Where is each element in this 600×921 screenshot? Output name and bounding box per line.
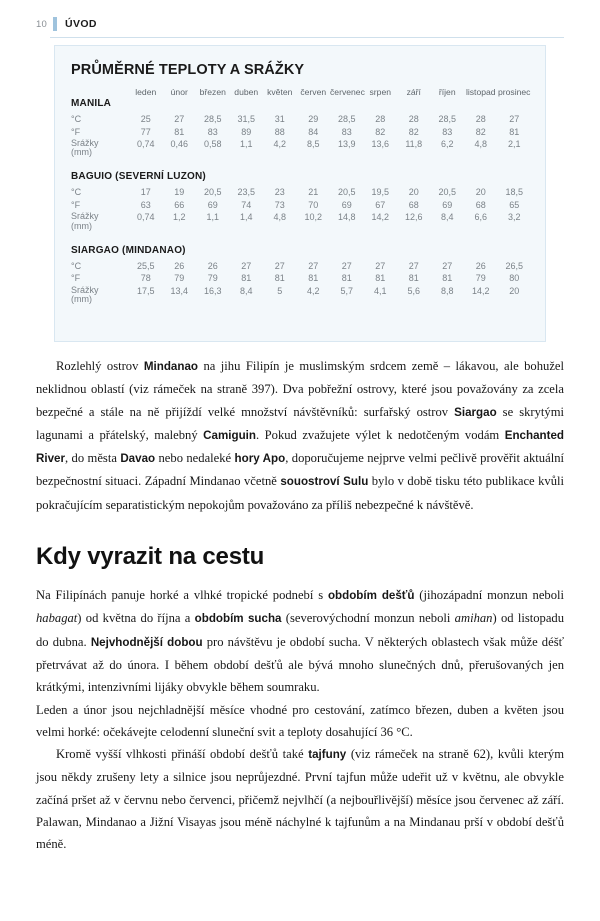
cell: 5,7 [340,285,353,296]
table-row [71,286,531,307]
table-row [71,212,531,233]
table-row [71,273,531,286]
cell: 1,1 [239,139,253,149]
cell: 83 [207,126,218,137]
row-label-line1: Srážky [71,138,99,148]
cell: 31,5 [237,114,256,124]
cell: 27 [174,114,185,124]
cell: 10,2 [304,212,323,223]
chapter-title: ÚVOD [64,18,97,30]
cell: 4,2 [306,285,320,296]
cell: 0,74 [136,212,155,223]
cell: 81 [241,273,252,284]
cell: 12,6 [404,212,423,223]
paragraph-mindanao: Rozlehlý ostrov Mindanao na jihu Filipín je muslimským srdcem země – lákavou, ale bohužel neklidnou oblastí (viz rámeček na straně 397). Dva pobřežní ostrovy, které jsou považovány za zcela bezpečné a stále na ně přijíždí velké množství návštěvníků: surfařský ostrov Siargao se skrytými lagunami a přátelský, malebný Camiguin. Pokud zvažujete výlet k nedotčeným vodám Enchanted River, do města Davao nebo nedaleké hory Apo, doporučujeme nejprve velmi pečlivě prověřit aktuální bezpečnostní situaci. Západní Mindanao včetně souostroví Sulu bylo v době tisku této publikace kvůli pokračujícím separatistickým nepokojům považováno za příliš nebezpečné k návštěvě. [36,359,565,512]
cell: 0,46 [170,139,189,149]
cell: 28,5 [337,114,356,124]
row-label-line1: Srážky [71,284,99,295]
page-number: 10 [36,18,47,30]
cell: 20,5 [438,187,457,198]
row-label [71,139,129,160]
cell: 68 [475,199,486,210]
cell: 81 [341,273,352,284]
header-divider [50,37,564,38]
row-label: °C [71,260,82,271]
cell: 28 [475,114,486,124]
row-label-line2: (mm) [71,220,92,231]
cell: 82 [375,126,386,137]
cell: 82 [475,126,486,137]
cell: 63 [140,199,151,210]
cell: 28 [375,114,386,124]
cell: 0,74 [136,139,155,149]
month-header: leden [135,87,157,97]
cell: 80 [509,273,520,284]
cell: 0,58 [203,139,222,149]
cell: 20 [408,187,419,198]
cell: 8,8 [440,285,454,296]
cell: 77 [140,126,151,137]
city-row [71,234,531,261]
month-header: červen [300,87,327,97]
cell: 78 [140,273,151,284]
cell: 31 [274,114,285,124]
cell: 14,2 [371,212,390,223]
cell: 23 [274,187,285,198]
running-header [36,14,564,34]
row-label-line2: (mm) [71,294,92,305]
cell: 28,5 [438,114,457,124]
row-label-line2: (mm) [71,147,92,158]
header-accent-bar [53,17,57,31]
cell: 27 [241,260,252,271]
cell: 88 [274,126,285,137]
cell: 27 [408,260,419,271]
cell: 73 [274,199,285,210]
section-heading: Kdy vyrazit na cestu [36,543,265,571]
row-label [71,212,129,233]
row-label: °C [71,187,82,198]
month-header: srpen [369,87,391,97]
cell: 13,6 [371,139,390,149]
cell: 14,2 [471,285,490,296]
cell: 74 [241,199,252,210]
cell: 27 [274,260,285,271]
month-header: duben [234,87,259,97]
cell: 4,2 [273,139,286,149]
cell: 26 [174,260,185,271]
climate-table [71,87,531,307]
cell: 89 [241,126,252,137]
cell: 81 [442,273,453,284]
cell: 82 [408,126,419,137]
cell: 17 [140,187,151,198]
city-name: MANILA [71,98,112,109]
cell: 28 [408,114,419,124]
cell: 4,8 [273,212,286,223]
row-label: °F [71,199,81,210]
month-header: březen [199,87,226,97]
cell: 67 [375,199,386,210]
cell: 2,1 [507,139,521,149]
cell: 19,5 [371,187,390,198]
table-row [71,127,531,140]
cell: 5 [277,285,283,296]
cell: 79 [174,273,185,284]
month-header: prosinec [498,87,531,97]
row-label: °F [71,273,81,284]
climate-infobox [54,45,546,342]
cell: 83 [341,126,352,137]
cell: 27 [308,260,319,271]
city-row [71,97,531,114]
cell: 20 [509,285,520,296]
paragraph-climate: Na Filipínách panuje horké a vlhké tropické podnebí s obdobím dešťů (jihozápadní monzun neboli habagat) od května do října a obdobím sucha (severovýchodní monzun neboli amihan) od listopadu do dubna. Nejvhodnější dobou pro návštěvu je období sucha. V některých oblastech však může déšť přetrvávat až do února. I během období dešťů ale bývá mnoho slunečných dnů, přerušovaných jen krátkými, intenzivními lijáky obvykle během soumraku. [36,588,565,695]
city-name: SIARGAO (MINDANAO) [71,244,186,256]
cell: 84 [308,126,319,137]
cell: 27 [341,260,352,271]
cell: 69 [442,199,453,210]
cell: 70 [308,199,319,210]
cell: 69 [207,199,218,210]
cell: 27 [442,260,453,271]
cell: 27 [375,260,386,271]
cell: 18,5 [505,187,524,198]
paragraph-months: Leden a únor jsou nejchladnější měsíce vhodné pro cestování, zatímco březen, duben a květen jsou velmi horké: očekávejte celodenní sluneční svit a teploty dosahující 36 °C. [36,702,564,739]
cell: 81 [274,273,285,284]
cell: 14,8 [337,212,356,223]
row-label [71,286,129,307]
cell: 6,2 [440,139,454,149]
cell: 81 [408,273,419,284]
cell: 8,5 [306,139,320,149]
cell: 26 [207,260,218,271]
cell: 68 [408,199,419,210]
cell: 5,6 [407,285,420,296]
month-header: září [406,87,421,97]
table-body [71,97,531,307]
city-name: BAGUIO (SEVERNÍ LUZON) [71,171,206,183]
cell: 6,6 [474,212,487,223]
month-header: listopad [465,87,496,97]
corner-cell [71,87,129,97]
cell: 65 [509,199,520,210]
row-label-line1: Srážky [71,211,99,222]
cell: 8,4 [440,212,454,223]
infobox-title: PRŮMĚRNÉ TEPLOTY A SRÁŽKY [71,62,305,78]
body-column [36,355,564,856]
row-label: °F [71,126,81,137]
cell: 1,4 [239,212,253,223]
cell: 1,1 [206,212,219,223]
cell: 11,8 [405,139,423,149]
cell: 20,5 [337,187,356,198]
cell: 3,2 [507,212,521,223]
cell: 4,8 [474,139,487,149]
table-row [71,114,531,127]
cell: 81 [375,273,386,284]
cell: 28,5 [203,114,222,124]
cell: 16,3 [203,285,222,296]
month-header: červenec [330,87,365,97]
cell: 29 [308,114,319,124]
cell: 79 [207,273,218,284]
table-row [71,261,531,274]
month-header: únor [170,87,188,97]
cell: 20 [475,187,486,198]
cell: 81 [174,126,185,137]
cell: 13,4 [170,285,189,296]
table-header [71,87,531,97]
row-label: °C [71,114,82,124]
cell: 66 [174,199,185,210]
cell: 21 [308,187,319,198]
cell: 27 [509,114,520,124]
cell: 8,4 [239,285,253,296]
cell: 20,5 [203,187,222,198]
city-row [71,160,531,187]
cell: 13,9 [337,139,356,149]
cell: 69 [341,199,352,210]
month-header: květen [267,87,293,97]
paragraph-typhoons: Kromě vyšší vlhkosti přináší období dešťů také tajfuny (viz rámeček na straně 62), kvůli kterým jsou někdy zrušeny lety a silnice jsou neprůjezdné. První tajfun může udeřit už v květnu, ale obvykle začíná pršet až v červnu nebo červenci, přičemž nejvlhčí (a nejbouřlivější) měsíce jsou červenec až září. Palawan, Mindanao a Jižní Visayas jsou méně náchylné k tajfunům a na Mindanau prší v období dešťů méně. [36,747,564,852]
cell: 25 [140,114,151,124]
table-row [71,187,531,200]
cell: 23,5 [237,187,256,198]
cell: 4,1 [373,285,387,296]
cell: 81 [509,126,520,137]
cell: 17,5 [136,285,155,296]
table-row [71,200,531,213]
cell: 26,5 [505,260,524,271]
month-header: říjen [438,87,456,97]
cell: 81 [308,273,319,284]
cell: 79 [475,273,486,284]
cell: 83 [442,126,453,137]
cell: 25,5 [136,260,155,271]
cell: 1,2 [172,212,186,223]
month-header-row [71,87,531,97]
cell: 26 [475,260,486,271]
table-row [71,139,531,160]
cell: 19 [174,187,185,198]
